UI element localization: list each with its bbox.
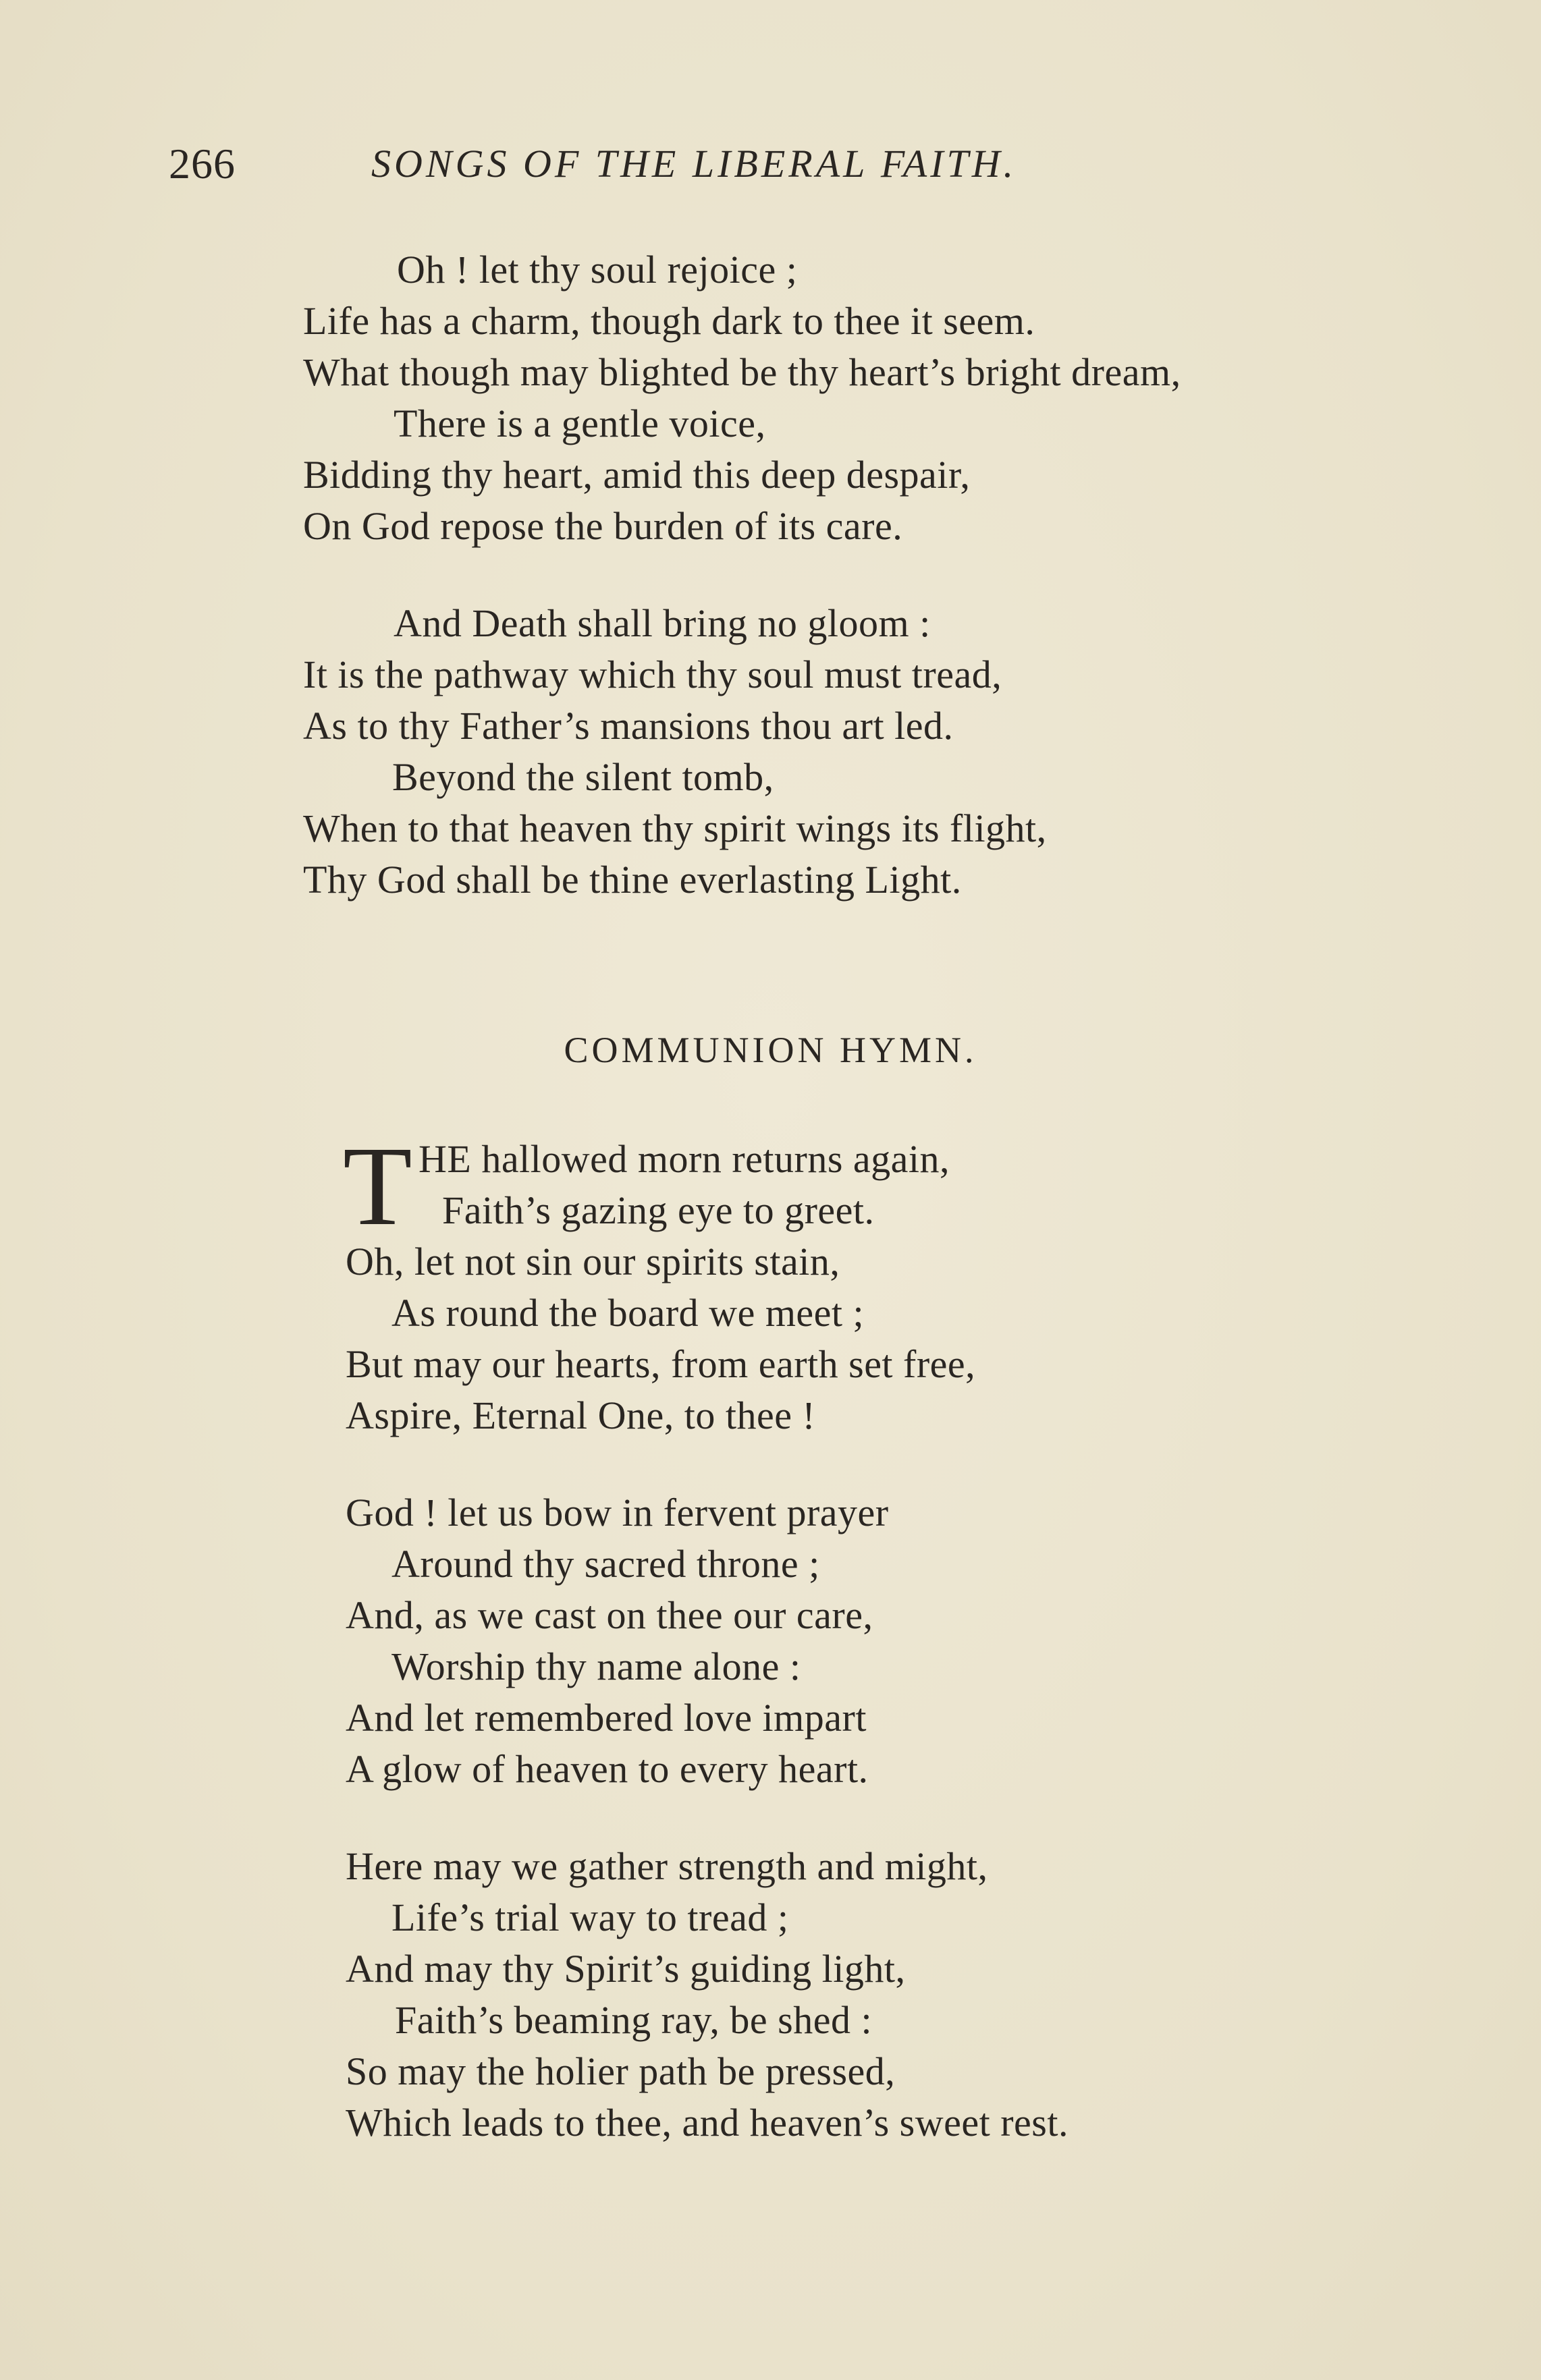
hymn-line: Faith’s gazing eye to greet. xyxy=(442,1188,875,1232)
hymn-line: Worship thy name alone : xyxy=(391,1644,801,1688)
poem-line: There is a gentle voice, xyxy=(394,402,766,445)
hymn-line: A glow of heaven to every heart. xyxy=(346,1747,869,1791)
hymn-line: So may the holier path be pressed, xyxy=(346,2049,896,2093)
hymn-line: HE hallowed morn returns again, xyxy=(418,1137,950,1181)
page-number: 266 xyxy=(169,140,236,188)
poem-line: As to thy Father’s mansions thou art led. xyxy=(303,704,954,748)
hymn-line: Around thy sacred throne ; xyxy=(391,1542,820,1586)
poem-line: It is the pathway which thy soul must tread, xyxy=(303,653,1002,696)
poem-line: Beyond the silent tomb, xyxy=(392,755,774,799)
poem-line: And Death shall bring no gloom : xyxy=(394,601,931,645)
running-head: SONGS OF THE LIBERAL FAITH. xyxy=(371,142,1017,186)
poem-line: When to that heaven thy spirit wings its flight, xyxy=(303,806,1047,850)
hymn-line: But may our hearts, from earth set free, xyxy=(346,1342,976,1386)
hymn-line: Oh, let not sin our spirits stain, xyxy=(346,1240,840,1283)
poem-line: On God repose the burden of its care. xyxy=(303,504,903,548)
poem-line: Life has a charm, though dark to thee it seem. xyxy=(303,299,1035,343)
hymn-title: COMMUNION HYMN. xyxy=(564,1030,977,1070)
poem-line: Thy God shall be thine everlasting Light. xyxy=(303,858,962,902)
poem-line: Oh ! let thy soul rejoice ; xyxy=(397,248,798,292)
hymn-line: And, as we cast on thee our care, xyxy=(346,1593,873,1637)
poem-line: What though may blighted be thy heart’s bright dream, xyxy=(303,350,1181,394)
hymn-line: Life’s trial way to tread ; xyxy=(391,1895,789,1939)
hymn-line: God ! let us bow in fervent prayer xyxy=(346,1491,889,1534)
drop-cap: T xyxy=(343,1124,412,1249)
hymn-line: As round the board we meet ; xyxy=(391,1291,865,1335)
hymn-line: And may thy Spirit’s guiding light, xyxy=(346,1947,906,1991)
hymn-line: Faith’s beaming ray, be shed : xyxy=(395,1998,873,2042)
poem-line: Bidding thy heart, amid this deep despair, xyxy=(303,453,971,497)
hymn-line: And let remembered love impart xyxy=(346,1696,867,1740)
hymn-line: Which leads to thee, and heaven’s sweet rest. xyxy=(346,2101,1069,2144)
hymn-line: Here may we gather strength and might, xyxy=(346,1844,988,1888)
hymn-line: Aspire, Eternal One, to thee ! xyxy=(346,1393,816,1437)
page-header xyxy=(169,134,1181,194)
